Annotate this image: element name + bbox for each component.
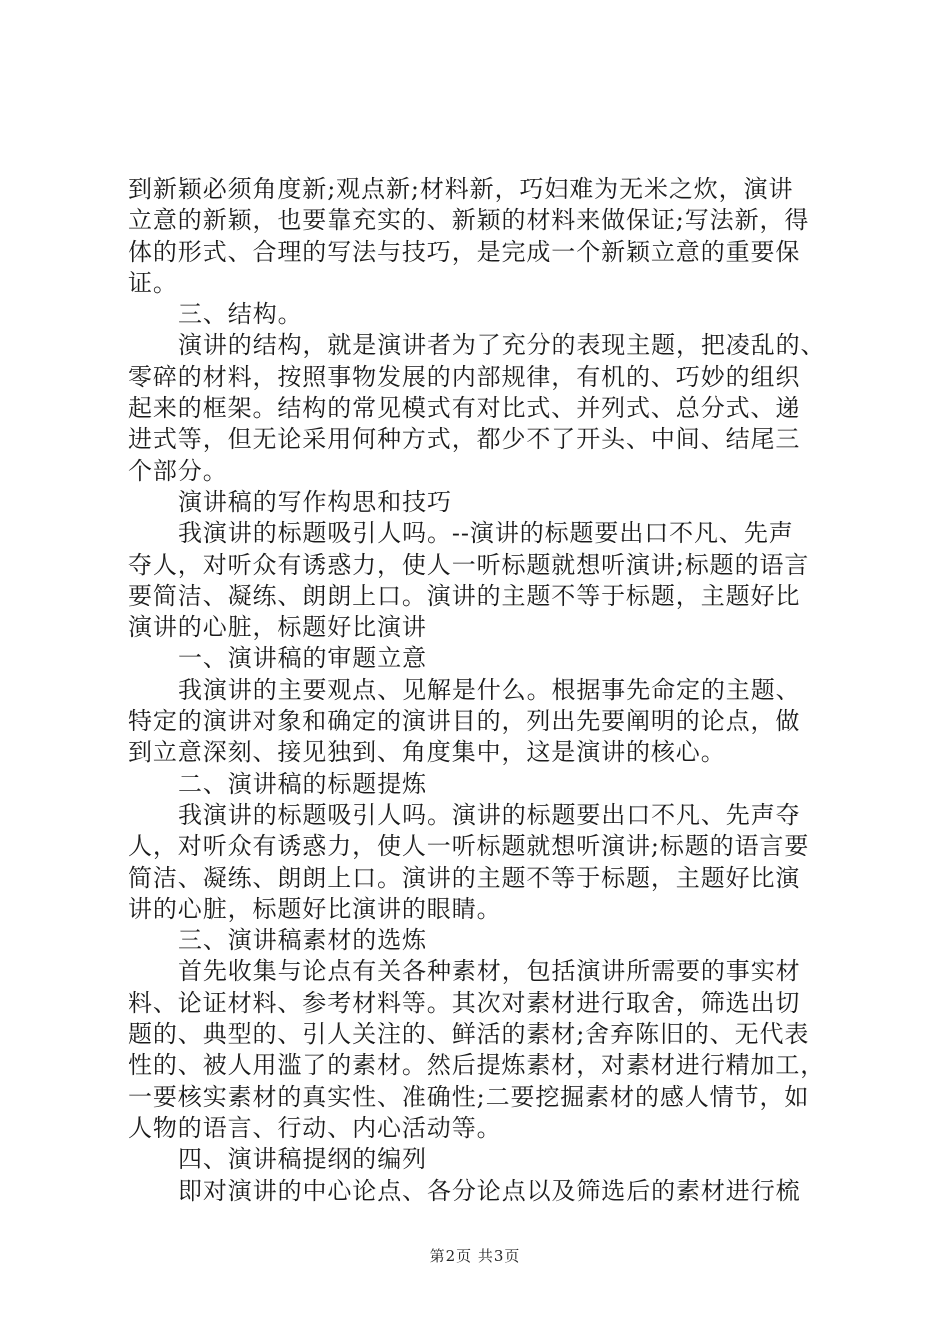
text-line: 四、演讲稿提纲的编列 xyxy=(178,1145,427,1174)
text-line: 起来的框架。结构的常见模式有对比式、并列式、总分式、递 xyxy=(128,394,801,423)
text-line: 特定的演讲对象和确定的演讲目的，列出先要阐明的论点，做 xyxy=(128,707,801,736)
text-line: 我演讲的标题吸引人吗。演讲的标题要出口不凡、先声夺 xyxy=(178,800,801,829)
text-line: 到立意深刻、接见独到、角度集中，这是演讲的核心。 xyxy=(128,738,726,767)
page-footer: 第2页 共3页 xyxy=(429,1247,521,1265)
text-line: 个部分。 xyxy=(128,456,228,485)
text-line: 人物的语言、行动、内心活动等。 xyxy=(128,1113,502,1142)
text-line: 一要核实素材的真实性、准确性;二要挖掘素材的感人情节，如 xyxy=(128,1082,810,1111)
text-line: 到新颖必须角度新;观点新;材料新，巧妇难为无米之炊，演讲 xyxy=(128,175,794,203)
document-body xyxy=(128,174,840,1207)
text-line: 料、论证材料、参考材料等。其次对素材进行取舍，筛选出切 xyxy=(128,988,801,1017)
text-line: 我演讲的标题吸引人吗。--演讲的标题要出口不凡、先声 xyxy=(178,519,794,548)
text-line: 人，对听众有诱惑力，使人一听标题就想听演讲;标题的语言要 xyxy=(128,832,810,861)
text-line: 体的形式、合理的写法与技巧，是完成一个新颖立意的重要保 xyxy=(128,237,801,266)
text-line: 夺人，对听众有诱惑力，使人一听标题就想听演讲;标题的语言 xyxy=(128,550,810,579)
text-line: 演讲稿的写作构思和技巧 xyxy=(178,487,452,516)
text-line: 立意的新颖，也要靠充实的、新颖的材料来做保证;写法新，得 xyxy=(128,206,810,235)
text-line: 要简洁、凝练、朗朗上口。演讲的主题不等于标题，主题好比 xyxy=(128,581,801,610)
text-line: 二、演讲稿的标题提炼 xyxy=(178,769,427,798)
text-line: 我演讲的主要观点、见解是什么。根据事先命定的主题、 xyxy=(178,675,801,704)
text-line: 简洁、凝练、朗朗上口。演讲的主题不等于标题，主题好比演 xyxy=(128,863,801,892)
text-line: 即对演讲的中心论点、各分论点以及筛选后的素材进行梳 xyxy=(178,1176,801,1205)
text-line: 一、演讲稿的审题立意 xyxy=(178,644,427,673)
text-line: 讲的心脏，标题好比演讲的眼睛。 xyxy=(128,894,502,923)
text-line: 证。 xyxy=(128,268,178,297)
text-line: 进式等，但无论采用何种方式，都少不了开头、中间、结尾三 xyxy=(128,425,801,454)
text-line: 演讲的结构，就是演讲者为了充分的表现主题，把凌乱的、 xyxy=(178,331,826,360)
text-line: 零碎的材料，按照事物发展的内部规律，有机的、巧妙的组织 xyxy=(128,362,801,391)
text-line: 演讲的心脏，标题好比演讲 xyxy=(128,613,427,642)
text-line: 性的、被人用滥了的素材。然后提炼素材，对素材进行精加工， xyxy=(128,1051,826,1080)
text-line: 首先收集与论点有关各种素材，包括演讲所需要的事实材 xyxy=(178,957,801,986)
text-line: 三、结构。 xyxy=(178,300,303,329)
text-line: 题的、典型的、引人关注的、鲜活的素材;舍弃陈旧的、无代表 xyxy=(128,1020,810,1049)
text-line: 三、演讲稿素材的选炼 xyxy=(178,926,427,955)
